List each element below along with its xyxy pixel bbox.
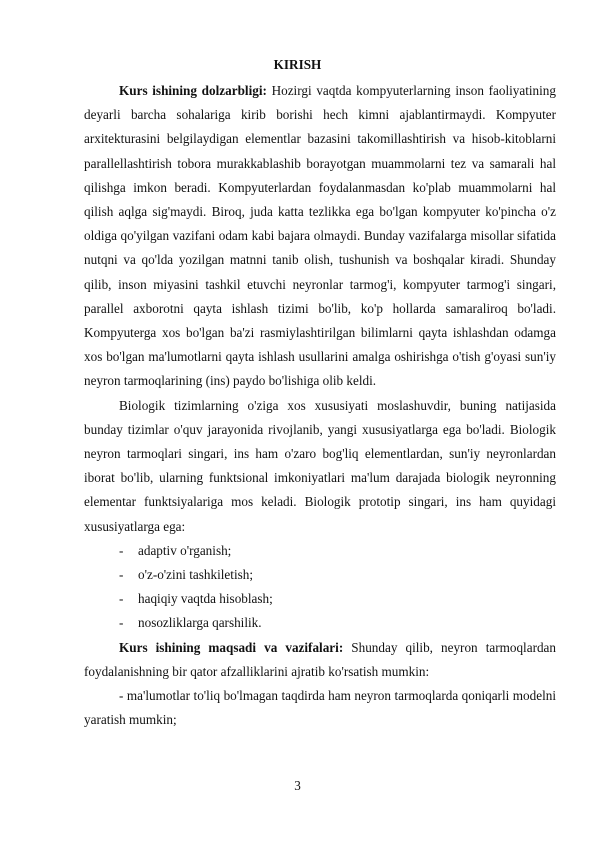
- goals-lead: Kurs ishining maqsadi va vazifalari:: [119, 639, 344, 655]
- list-item-text: nosozliklarga qarshilik.: [138, 615, 262, 631]
- relevance-lead: Kurs ishining dolzarbligi:: [119, 83, 267, 98]
- list-item: [84, 587, 556, 611]
- list-item: [84, 611, 556, 635]
- dash-bullet: -: [119, 615, 124, 631]
- list-item-text: adaptiv o'rganish;: [138, 542, 232, 558]
- dash-bullet: -: [119, 542, 124, 558]
- goals-text: Shunday qilib, neyron tarmoqlardan foydalanishning bir qator afzalliklarini ajratib ko'rsatish mumkin:: [84, 639, 557, 679]
- dash-bullet: -: [119, 567, 124, 583]
- list-item: [84, 563, 556, 587]
- body-text: [84, 79, 556, 732]
- relevance-text: Hozirgi vaqtda kompyuterlarning inson faoliyatining deyarli barcha sohalariga kirib borishi hech kimni ajablantirmaydi. Kompyuter arxitekturasini belgilaydigan elementlar bazasini takomillashtirish va hisob-kitoblarni parallellashtirish tobora murakkablashib borayotgan muammolarni tez va samarali hal qilishga imkon beradi. Kompyuterlardan foydalanmasdan ko'plab muammolarni hal qilish aqlga sig'maydi. Biroq, juda katta tezlikka ega bo'lgan kompyuter ko'pincha o'z oldiga qo'yilgan vazifani odam kabi bajara olmaydi. Bunday vazifalarga misollar sifatida nutqni va qo'lda yozilgan matnni tanib olish, tushunish va boshqalar kiradi. Shunday qilib, inson miyasini tashkil etuvchi neyronlar tarmog'i, kompyuter tarmog'i singari, parallel axborotni qayta ishlash tizimi bo'lib, ko'p hollarda samaraliroq bo'ladi. Kompyuterga xos bo'lgan ba'zi rasmiylashtirilgan bilimlarni qayta ishlashdan odamga xos bo'lgan ma'lumotlarni qayta ishlash usullarini amalga oshirishga o'tish g'oyasi sun'iy neyron tarmoqlarining (ins) paydo bo'lishiga olib keldi.: [84, 83, 556, 389]
- relevance-paragraph: [84, 79, 556, 394]
- page-title: KIRISH: [273, 57, 322, 72]
- page-number: 3: [294, 778, 301, 793]
- list-item-text: haqiqiy vaqtda hisoblash;: [138, 591, 273, 607]
- feature-list: [84, 539, 556, 636]
- list-item: [84, 539, 556, 563]
- dash-bullet: -: [119, 591, 124, 607]
- biology-paragraph: Biologik tizimlarning o'ziga xos xususiyati moslashuvdir, buning natijasida bunday tizimlar o'quv jarayonida rivojlanib, yangi xususiyatlarga ega bo'ladi. Biologik neyron tarmoqlari singari, ins ham o'zaro bog'liq elementlardan, sun'iy neyronlardan iborat bo'lib, ularning funktsional imkoniyatlari ma'lum darajada biologik neyronning elementar funktsiyalariga mos keladi. Biologik prototip singari, ins ham quyidagi xususiyatlarga ega:: [84, 397, 556, 534]
- list-item-text: o'z-o'zini tashkiletish;: [138, 567, 253, 583]
- advantage-paragraph: - ma'lumotlar to'liq bo'lmagan taqdirda ham neyron tarmoqlarda qoniqarli modelni yaratish mumkin;: [84, 688, 556, 728]
- goals-paragraph: [84, 636, 556, 684]
